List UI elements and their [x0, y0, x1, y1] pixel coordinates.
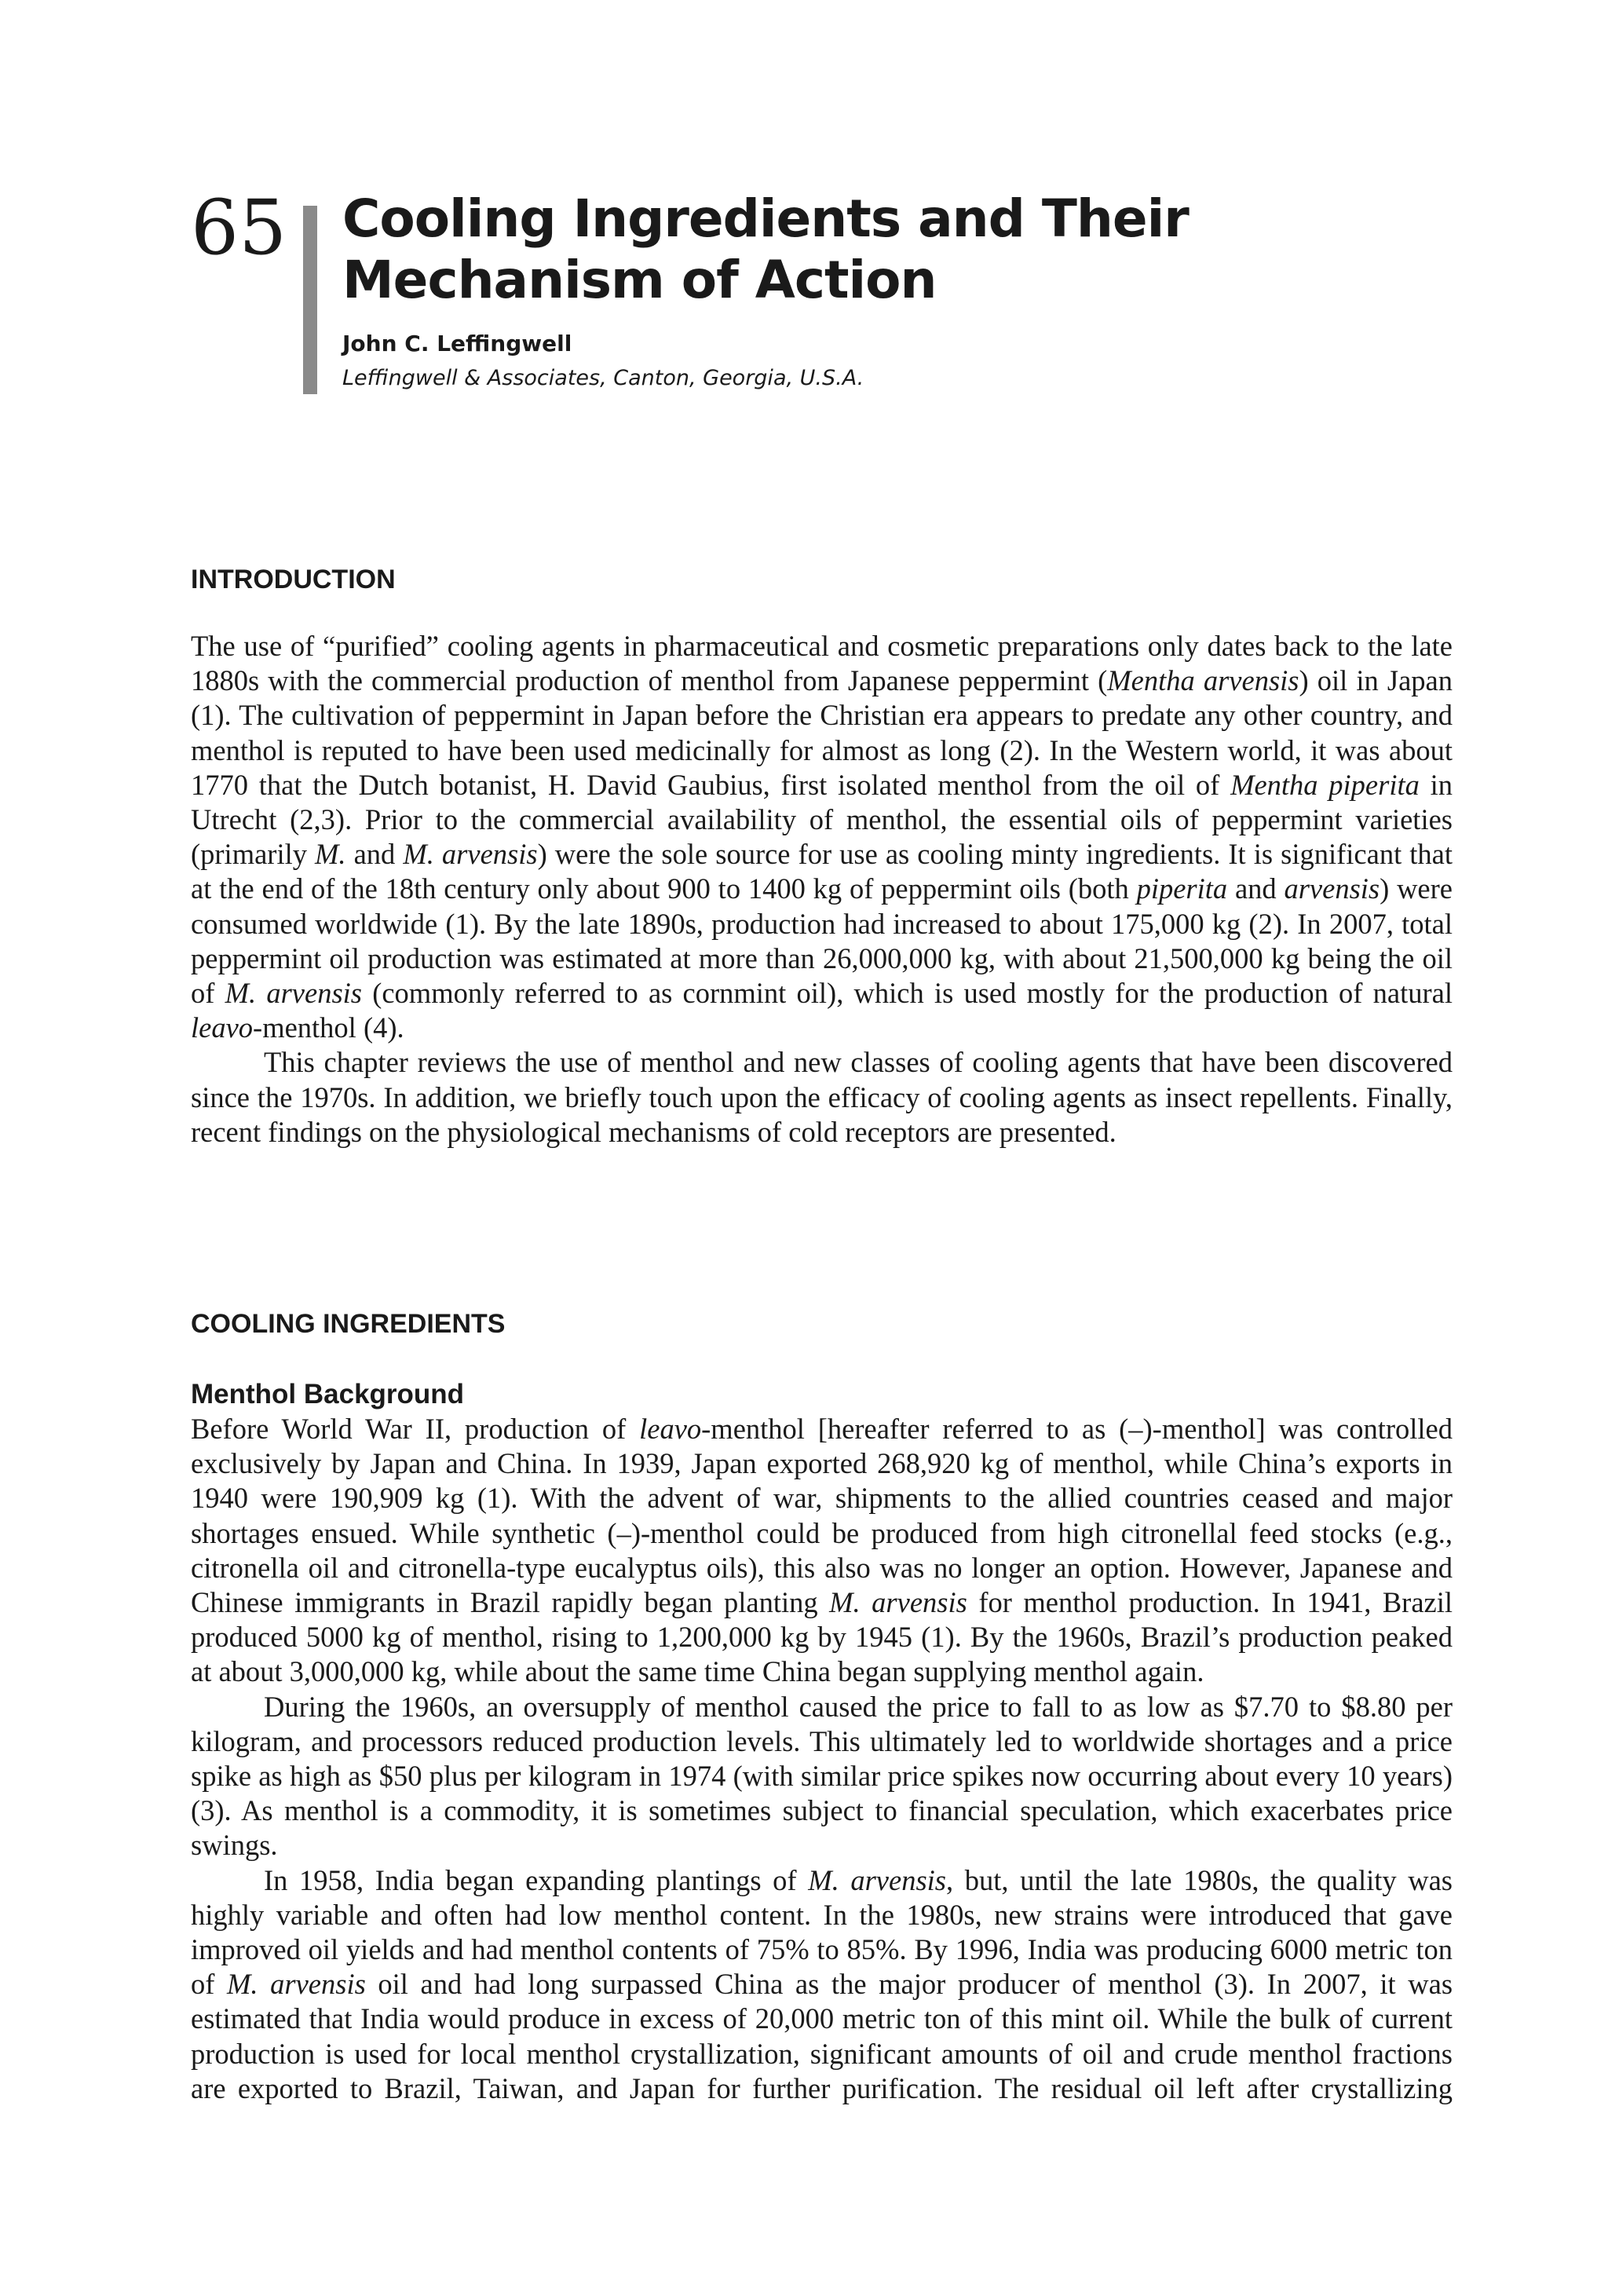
species-name: Mentha arvensis — [1107, 664, 1299, 697]
species-name: piperita — [1136, 872, 1228, 905]
section-heading-introduction: INTRODUCTION — [191, 565, 396, 594]
subsection-heading-menthol-background: Menthol Background — [191, 1379, 465, 1409]
species-name: M. arvensis — [808, 1863, 946, 1896]
chapter-title: Cooling Ingredients and Their Mechanism of Action — [342, 188, 1189, 310]
text-run: (commonly referred to as cornmint oil), which is used mostly for the production of natural — [362, 977, 1453, 1010]
author-affiliation: Leffingwell & Associates, Canton, Georgia, U.S.A. — [342, 366, 864, 390]
introduction-body — [191, 629, 1453, 1150]
species-name: arvensis — [1284, 872, 1380, 905]
paragraph: During the 1960s, an oversupply of menthol caused the price to fall to as low as $7.70 to $8.80 per kilogram, and processors reduced production levels. This ultimately led to worldwide shortages and a price spike as high as $50 plus per kilogram in 1974 (with similar price spikes now occurring about every 10 years) (3). As menthol is a commodity, it is sometimes subject to financial speculation, which exacerbates price swings. — [191, 1690, 1453, 1862]
author-name: John C. Leffingwell — [342, 331, 572, 356]
prefix-term: leavo — [639, 1413, 702, 1445]
text-run: Before World War II, production of — [191, 1413, 640, 1445]
text-run: ) were the sole source for use as cooling minty ingredients. It is significant that at the end of the 18th century only about 900 to 1400 kg of peppermint oils (both — [191, 838, 1453, 905]
menthol-background-body — [191, 1412, 1453, 2106]
chapter-number: 65 — [191, 184, 287, 272]
text-run: and — [1227, 872, 1285, 905]
species-name: M. arvensis — [225, 977, 362, 1010]
text-run: and — [345, 838, 404, 871]
section-heading-cooling-ingredients: COOLING INGREDIENTS — [191, 1309, 506, 1339]
text-run: for menthol production. In 1941, Brazil produced 5000 kg of menthol, rising to 1,200,000 kg by 1945 (1). By the 1960s, Brazil’s production peaked at about 3,000,000 kg, while about the same time China began supplying menthol again. — [191, 1586, 1453, 1688]
paragraph: This chapter reviews the use of menthol and new classes of cooling agents that have been discovered since the 1970s. In addition, we briefly touch upon the efficacy of cooling agents as insect repellents. Finally, recent findings on the physiological mechanisms of cold receptors are presented. — [191, 1046, 1453, 1148]
paragraph — [191, 1863, 1453, 2106]
text-run: The use of “purified” cooling agents in pharmaceutical and cosmetic preparations only dates back to the late 1880s with the commercial production of menthol from Japanese peppermint ( — [191, 630, 1453, 697]
paragraph — [191, 629, 1453, 1045]
species-name: M. arvensis — [227, 1968, 366, 2001]
text-run: ) oil in Japan (1). The cultivation of peppermint in Japan before the Christian era appears to predate any other country, and menthol is reputed to have been used medicinally for almost as long (2). In the Western world, it was about 1770 that the Dutch botanist, H. David Gaubius, first isolated menthol from the oil of — [191, 664, 1453, 801]
text-run: oil and had long surpassed China as the major producer of menthol (3). In 2007, it was estimated that India would produce in excess of 20,000 metric ton of this mint oil. While the bulk of current production is used for local menthol crystallization, significant amounts of oil and crude menthol fractions are exported to Brazil, Taiwan, and Japan for further purification. The residual oil left after crystallizing — [191, 1968, 1453, 2104]
species-name: M. — [315, 838, 346, 871]
text-run: in Utrecht (2,3). Prior to the commercial availability of menthol, the essential oils of peppermint varieties (primarily — [191, 768, 1453, 871]
species-name: M. arvensis — [403, 838, 538, 871]
text-run: -menthol [hereafter referred to as (–)-menthol] was controlled exclusively by Japan and China. In 1939, Japan exported 268,920 kg of menthol, while China’s exports in 1940 were 190,909 kg (1). With the advent of war, shipments to the allied countries ceased and major shortages ensued. While synthetic (–)-menthol could be produced from high citronellal feed stocks (e.g., citronella oil and citronella-type eucalyptus oils), this also was no longer an option. However, Japanese and Chinese immigrants in Brazil rapidly began planting — [191, 1413, 1453, 1619]
paragraph — [191, 1412, 1453, 1690]
species-name: M. arvensis — [829, 1586, 967, 1619]
chapter-divider-bar — [303, 206, 317, 394]
text-run: ) were consumed worldwide (1). By the late 1890s, production had increased to about 175,000 kg (2). In 2007, total peppermint oil production was estimated at more than 26,000,000 kg, with about 21,500,000 kg being the oil of — [191, 872, 1453, 1010]
text-run: , but, until the late 1980s, the quality was highly variable and often had low menthol content. In the 1980s, new strains were introduced that gave improved oil yields and had menthol contents of 75% to 85%. By 1996, India was producing 6000 metric ton of — [191, 1863, 1453, 2001]
prefix-term: leavo — [191, 1011, 254, 1044]
species-name: Mentha piperita — [1230, 768, 1420, 801]
chapter-header — [191, 184, 1453, 416]
text-run: In 1958, India began expanding plantings of — [264, 1863, 809, 1896]
text-run: -menthol (4). — [253, 1011, 404, 1044]
